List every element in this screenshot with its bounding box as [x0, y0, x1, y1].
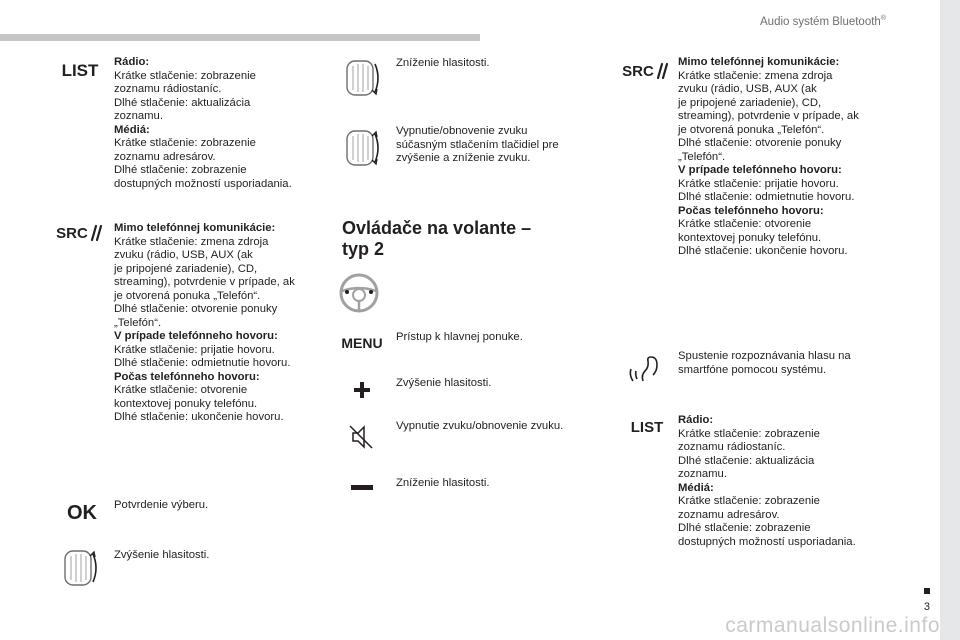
- mute-speaker-icon: [344, 420, 378, 454]
- top-rule: [0, 34, 480, 41]
- minus-icon: [350, 482, 374, 494]
- menu-description: Prístup k hlavnej ponuke.: [396, 331, 523, 343]
- handset-icon: [654, 62, 670, 80]
- page-number: 3: [923, 601, 930, 613]
- list-button-icon-2: LIST: [630, 418, 664, 436]
- thumbwheel-down-icon: [338, 58, 384, 98]
- volume-down-description: Zníženie hlasitosti.: [396, 57, 490, 69]
- src-phone-icon: SRC: [55, 222, 105, 244]
- thumbwheel-up-icon: [56, 548, 102, 588]
- volume-up-description: Zvýšenie hlasitosti.: [114, 549, 210, 561]
- src-phone-icon-2: SRC: [620, 60, 672, 82]
- minus-description: Zníženie hlasitosti.: [396, 477, 490, 489]
- list-description: Rádio: Krátke stlačenie: zobrazenie zoznamu rádiostaníc. Dlhé stlačenie: aktualizácia zoznamu. Médiá: Krátke stlačenie: zobrazenie zoznamu adresárov. Dlhé stlačenie: zobrazenie dostupných možností usporiadania.: [114, 56, 292, 190]
- mute-description: Vypnutie zvuku/obnovenie zvuku.: [396, 420, 564, 432]
- side-tab: [940, 0, 960, 640]
- ok-description: Potvrdenie výberu.: [114, 499, 209, 511]
- src-description: Mimo telefónnej komunikácie: Krátke stlačenie: zmena zdroja zvuku (rádio, USB, AUX (ak je pripojené zariadenie), CD, streaming), potvrdenie v prípade, ak je otvorená ponuka „Telefón“. Dlhé stlačenie: otvorenie ponuky „Telefón“. V prípade telefónneho hovoru: Krátke stlačenie: prijatie hovoru. Dlhé stlačenie: odmietnutie hovoru. Počas telefónneho hovoru: Krátke stlačenie: otvorenie kontextovej ponuky telefónu. Dlhé stlačenie: ukončenie hovoru.: [114, 222, 295, 423]
- plus-description: Zvýšenie hlasitosti.: [396, 377, 492, 389]
- voice-description: Spustenie rozpoznávania hlasu na smartfóne pomocou systému.: [678, 350, 851, 376]
- section-heading: Ovládače na volante – typ 2: [342, 218, 532, 259]
- page-marker: [924, 588, 930, 594]
- plus-icon: [350, 378, 374, 402]
- page-header: Audio systém Bluetooth®: [760, 15, 886, 28]
- menu-button-icon: MENU: [341, 335, 383, 351]
- steering-wheel-icon: [336, 270, 382, 316]
- mute-combo-description: Vypnutie/obnovenie zvuku súčasným stlačením tlačidiel pre zvýšenie a zníženie zvuku.: [396, 125, 559, 164]
- voice-command-icon: [626, 352, 666, 388]
- list-button-icon: LIST: [61, 61, 99, 80]
- watermark: carmanualsonline.info: [725, 614, 940, 637]
- src-description-2: Mimo telefónnej komunikácie: Krátke stlačenie: zmena zdroja zvuku (rádio, USB, AUX (ak je pripojené zariadenie), CD, streaming), potvrdenie v prípade, ak je otvorená ponuka „Telefón“. Dlhé stlačenie: otvorenie ponuky „Telefón“. V prípade telefónneho hovoru: Krátke stlačenie: prijatie hovoru. Dlhé stlačenie: odmietnutie hovoru. Počas telefónneho hovoru: Krátke stlačenie: otvorenie kontextovej ponuky telefónu. Dlhé stlačenie: ukončenie hovoru.: [678, 56, 859, 257]
- thumbwheel-mute-icon: [338, 128, 384, 168]
- ok-button-icon: OK: [67, 501, 97, 524]
- handset-icon: [88, 224, 104, 242]
- list-description-2: Rádio: Krátke stlačenie: zobrazenie zoznamu rádiostaníc. Dlhé stlačenie: aktualizácia zoznamu. Médiá: Krátke stlačenie: zobrazenie zoznamu adresárov. Dlhé stlačenie: zobrazenie dostupných možností usporiadania.: [678, 414, 856, 548]
